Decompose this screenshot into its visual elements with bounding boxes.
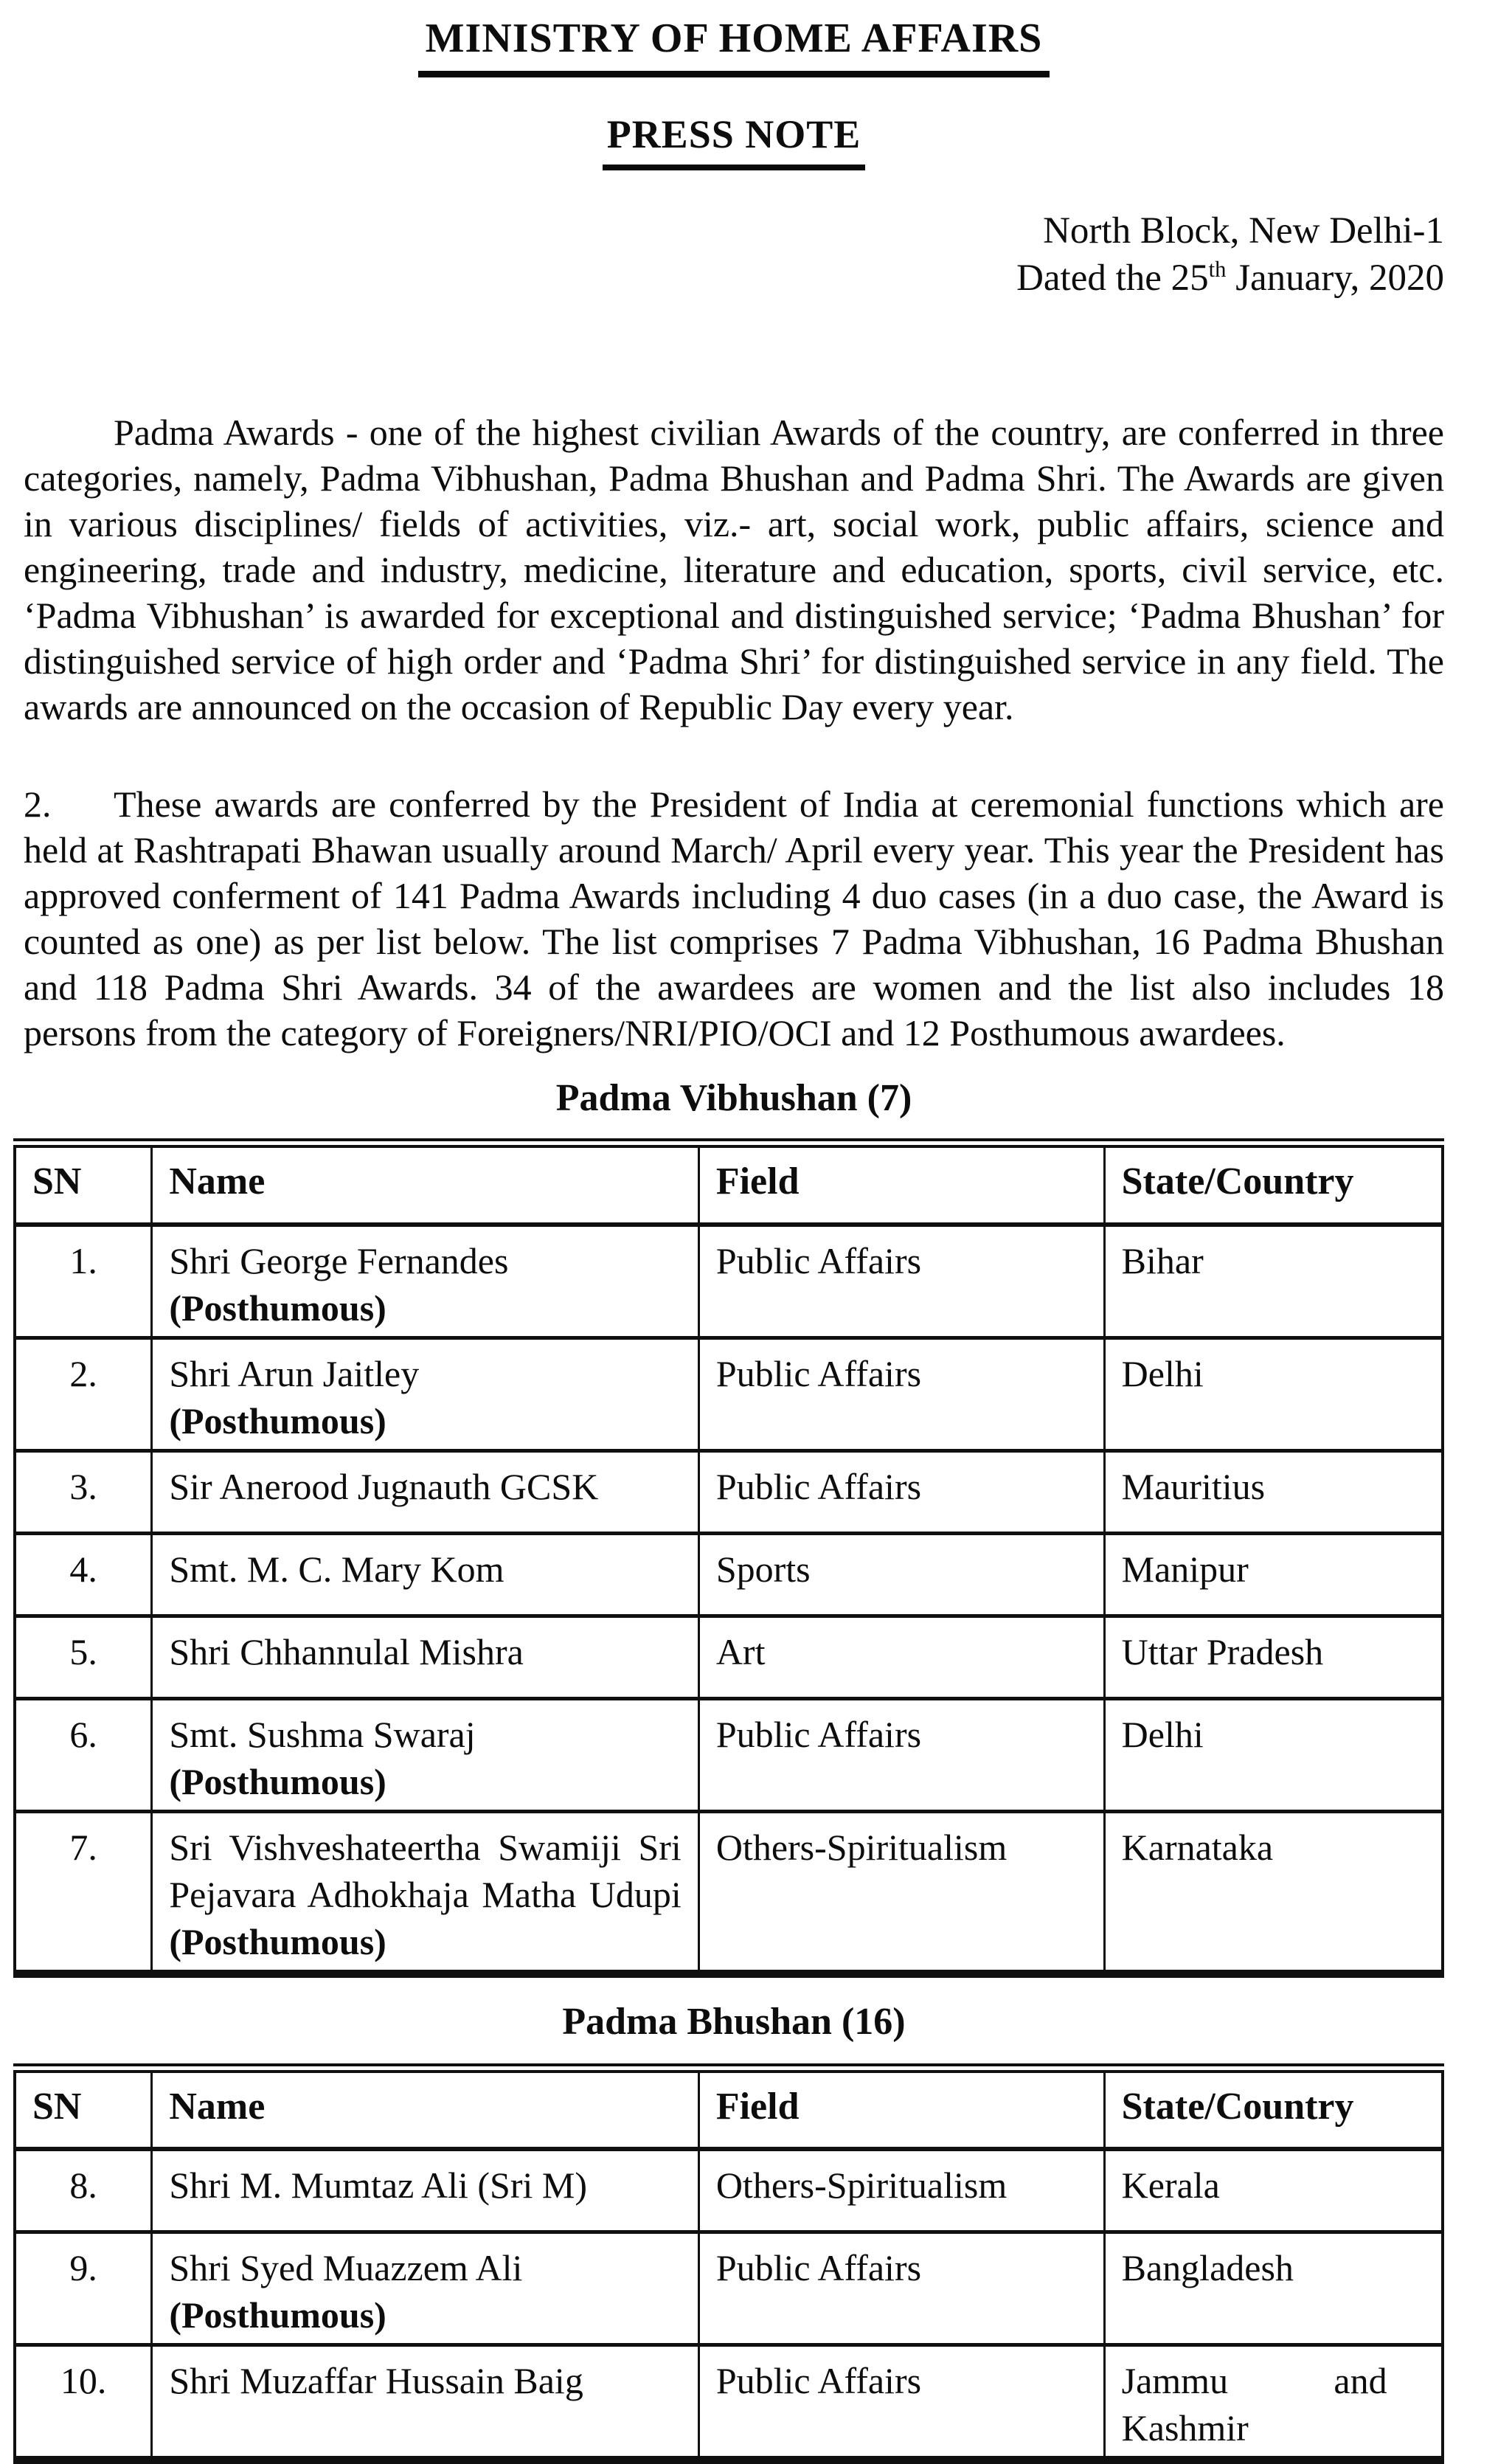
name-cell — [152, 1616, 698, 1698]
awardee-name: Shri M. Mumtaz Ali (Sri M) — [169, 2164, 588, 2206]
state-cell — [1104, 1811, 1443, 1973]
table-header-row — [15, 2068, 1443, 2149]
state-value: Karnataka — [1121, 1826, 1274, 1868]
page-title-text: MINISTRY OF HOME AFFAIRS — [418, 15, 1050, 77]
field-cell: Sports — [698, 1533, 1104, 1616]
press-note-subtitle — [24, 111, 1444, 170]
padma-vibhushan-table — [13, 1138, 1444, 1978]
table-title-padma-vibhushan: Padma Vibhushan (7) — [555, 1077, 912, 1119]
table-title-padma-bhushan: Padma Bhushan (16) — [562, 2000, 906, 2043]
state-value: Mauritius — [1121, 1465, 1266, 1507]
field-cell: Others-Spiritualism — [698, 1811, 1104, 1973]
awardee-name: Shri George Fernandes — [169, 1239, 509, 1281]
posthumous-note: (Posthumous) — [169, 1287, 386, 1329]
address-line: North Block, New Delhi-1 — [1043, 210, 1444, 252]
name-cell — [152, 2344, 698, 2460]
state-value: Uttar Pradesh — [1121, 1630, 1324, 1672]
awardee-name: Shri Arun Jaitley — [169, 1352, 420, 1394]
state-cell — [1104, 1616, 1443, 1698]
field-cell: Public Affairs — [698, 2344, 1104, 2460]
table-row — [15, 1225, 1443, 1338]
state-value: Jammu and Kashmir — [1121, 2359, 1387, 2449]
state-value: Kerala — [1121, 2164, 1220, 2206]
date-prefix: Dated the 25 — [1016, 257, 1209, 299]
table-row — [15, 2149, 1443, 2232]
posthumous-note: (Posthumous) — [169, 1399, 386, 1442]
name-cell — [152, 1225, 698, 1338]
field-cell: Public Affairs — [698, 1225, 1104, 1338]
table-header-row — [15, 1143, 1443, 1225]
sn-cell: 7. — [15, 1811, 152, 1973]
padma-bhushan-table — [13, 2063, 1444, 2464]
sn-cell: 3. — [15, 1450, 152, 1533]
name-cell — [152, 1450, 698, 1533]
state-cell — [1104, 2149, 1443, 2232]
field-cell: Art — [698, 1616, 1104, 1698]
table-row — [15, 1337, 1443, 1450]
sn-cell: 5. — [15, 1616, 152, 1698]
state-cell — [1104, 1337, 1443, 1450]
sn-cell: 6. — [15, 1698, 152, 1811]
column-header-field: Field — [698, 1143, 1104, 1225]
field-cell: Public Affairs — [698, 1450, 1104, 1533]
posthumous-note: (Posthumous) — [169, 1760, 386, 1802]
sn-cell: 9. — [15, 2232, 152, 2344]
posthumous-note: (Posthumous) — [169, 1920, 386, 1962]
awardee-name: Smt. Sushma Swaraj — [169, 1713, 476, 1755]
name-cell — [152, 1698, 698, 1811]
padma-bhushan-section — [24, 2000, 1444, 2464]
table-row — [15, 1616, 1443, 1698]
table-row — [15, 1698, 1443, 1811]
posthumous-note: (Posthumous) — [169, 2294, 386, 2336]
page-title — [24, 15, 1444, 77]
state-cell — [1104, 2344, 1443, 2460]
sn-cell: 2. — [15, 1337, 152, 1450]
field-cell: Public Affairs — [698, 2232, 1104, 2344]
sn-cell: 8. — [15, 2149, 152, 2232]
column-header-field: Field — [698, 2068, 1104, 2149]
awardee-name: Shri Muzaffar Hussain Baig — [169, 2359, 583, 2401]
awardee-name: Smt. M. C. Mary Kom — [169, 1548, 504, 1590]
state-value: Manipur — [1121, 1548, 1249, 1590]
date-line — [24, 255, 1444, 302]
table-row — [15, 1450, 1443, 1533]
paragraph-1: Padma Awards - one of the highest civilian Awards of the country, are conferred in three categories, namely, Padma Vibhushan, Padma Bhushan and Padma Shri. The Awards are given in various disciplines/ fields of activities, viz.- art, social work, public affairs, science and engineering, trade and industry, medicine, literature and education, sports, civil service, etc. ‘Padma Vibhushan’ is awarded for exceptional and distinguished service; ‘Padma Bhushan’ for distinguished service of high order and ‘Padma Shri’ for distinguished service in any field. The awards are announced on the occasion of Republic Day every year. — [24, 412, 1444, 727]
name-cell — [152, 2149, 698, 2232]
awardee-name: Sir Anerood Jugnauth GCSK — [169, 1465, 599, 1507]
date-suffix: January, 2020 — [1226, 257, 1444, 299]
column-header-state-country: State/Country — [1104, 2068, 1443, 2149]
state-value: Bihar — [1121, 1239, 1204, 1281]
column-header-name: Name — [152, 2068, 698, 2149]
state-cell — [1104, 1533, 1443, 1616]
padma-vibhushan-section — [24, 1076, 1444, 1978]
name-cell — [152, 2232, 698, 2344]
table-row — [15, 1811, 1443, 1973]
name-cell — [152, 1337, 698, 1450]
paragraph-2 — [24, 781, 1444, 1056]
state-value: Delhi — [1121, 1713, 1204, 1755]
field-cell: Others-Spiritualism — [698, 2149, 1104, 2232]
state-value: Bangladesh — [1121, 2246, 1294, 2288]
name-cell — [152, 1811, 698, 1973]
paragraph-2-number: 2. — [24, 783, 52, 825]
dateline-block — [24, 207, 1444, 302]
table-row — [15, 2344, 1443, 2460]
column-header-name: Name — [152, 1143, 698, 1225]
state-cell — [1104, 2232, 1443, 2344]
awardee-name: Shri Syed Muazzem Ali — [169, 2246, 523, 2288]
sn-cell: 1. — [15, 1225, 152, 1338]
table-row — [15, 2232, 1443, 2344]
name-cell — [152, 1533, 698, 1616]
paragraph-2-text: These awards are conferred by the President of India at ceremonial functions which are held at Rashtrapati Bhawan usually around March/ April every year. This year the President has approved conferment of 141 Padma Awards including 4 duo cases (in a duo case, the Award is counted as one) as per list below. The list comprises 7 Padma Vibhushan, 16 Padma Bhushan and 118 Padma Shri Awards. 34 of the awardees are women and the list also includes 18 persons from the category of Foreigners/NRI/PIO/OCI and 12 Posthumous awardees. — [24, 783, 1444, 1053]
sn-cell: 10. — [15, 2344, 152, 2460]
press-note-subtitle-text: PRESS NOTE — [603, 111, 866, 170]
field-cell: Public Affairs — [698, 1698, 1104, 1811]
state-cell — [1104, 1225, 1443, 1338]
column-header-sn: SN — [15, 1143, 152, 1225]
table-row — [15, 1533, 1443, 1616]
awardee-name: Sri Vishveshateertha Swamiji Sri Pejavara Adhokhaja Matha Udupi — [169, 1826, 682, 1915]
state-value: Delhi — [1121, 1352, 1204, 1394]
column-header-state-country: State/Country — [1104, 1143, 1443, 1225]
sn-cell: 4. — [15, 1533, 152, 1616]
field-cell: Public Affairs — [698, 1337, 1104, 1450]
column-header-sn: SN — [15, 2068, 152, 2149]
awardee-name: Shri Chhannulal Mishra — [169, 1630, 524, 1672]
state-cell — [1104, 1450, 1443, 1533]
state-cell — [1104, 1698, 1443, 1811]
date-superscript: th — [1208, 257, 1227, 282]
